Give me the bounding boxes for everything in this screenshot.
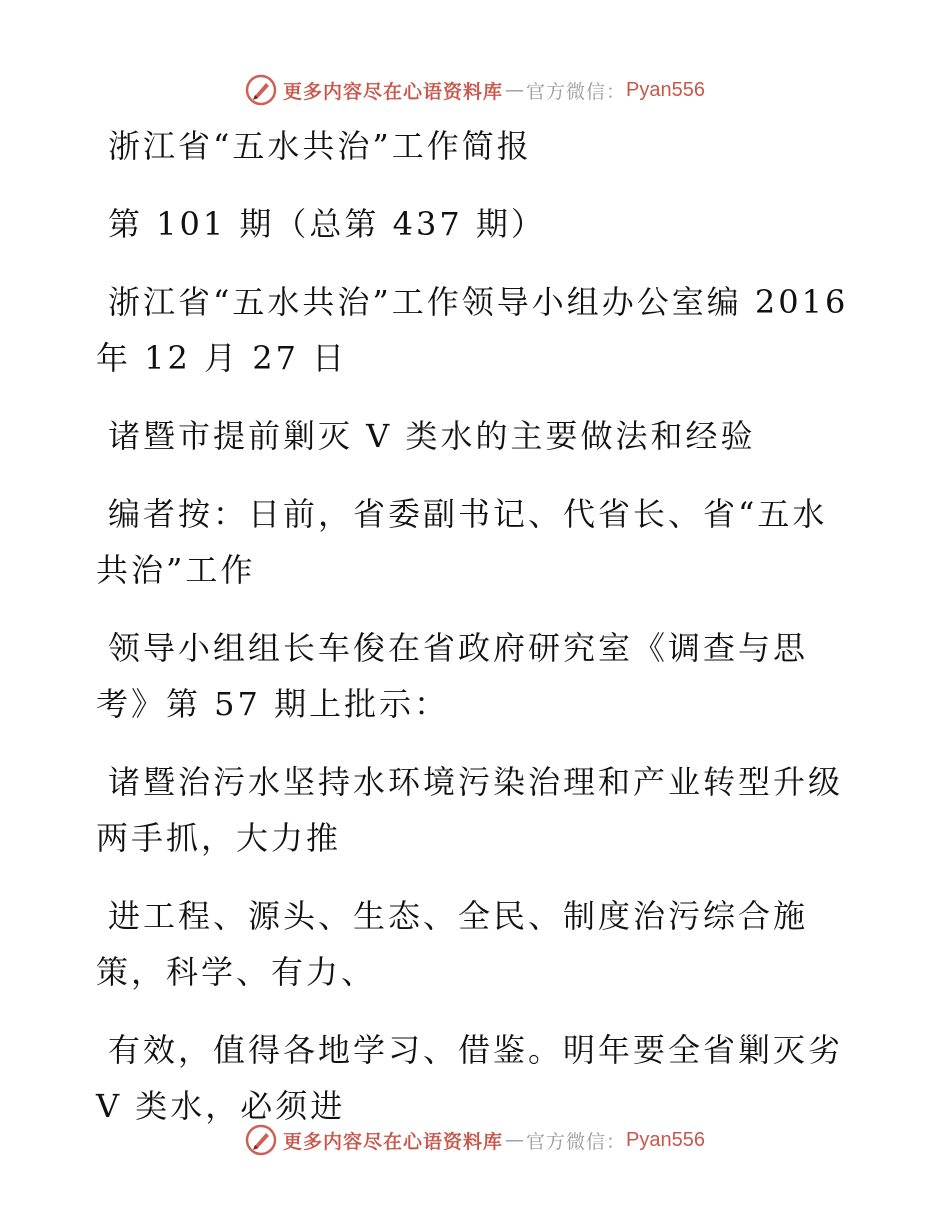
pen-logo-icon: [245, 1124, 277, 1156]
watermark-wechat-id: Pyan556: [626, 78, 705, 101]
doc-headline: 诸暨市提前剿灭 V 类水的主要做法和经验: [108, 417, 756, 455]
watermark-banner-bottom: [0, 1120, 950, 1160]
doc-issue: 第 101 期（总第 437 期）: [108, 205, 546, 243]
doc-title: 浙江省“五水共治”工作简报: [108, 127, 532, 165]
watermark-wechat-label: 官方微信：: [526, 1130, 627, 1153]
watermark-separator: —: [505, 1129, 525, 1151]
pen-logo-icon: [245, 74, 277, 106]
watermark-site-text: 更多内容尽在心语资料库: [283, 80, 504, 103]
watermark-site-text: 更多内容尽在心语资料库: [283, 1130, 504, 1153]
document-body: [96, 118, 856, 1156]
doc-paragraph: 进工程、源头、生态、全民、制度治污综合施策，科学、有力、: [96, 897, 809, 991]
watermark-wechat-id: Pyan556: [626, 1128, 705, 1151]
watermark-wechat-label: 官方微信：: [526, 80, 627, 103]
doc-paragraph: 领导小组组长车俊在省政府研究室《调查与思考》第 57 期上批示：: [96, 629, 809, 723]
doc-publisher-date: 浙江省“五水共治”工作领导小组办公室编 2016 年 12 月 27 日: [96, 283, 849, 377]
doc-paragraph: 有效，值得各地学习、借鉴。明年要全省剿灭劣 V 类水，必须进: [96, 1031, 844, 1125]
watermark-banner-top: [0, 70, 950, 110]
watermark-separator: —: [505, 79, 525, 101]
doc-paragraph: 诸暨治污水坚持水环境污染治理和产业转型升级两手抓，大力推: [96, 763, 844, 857]
doc-paragraph: 编者按：日前，省委副书记、代省长、省“五水共治”工作: [96, 495, 828, 589]
